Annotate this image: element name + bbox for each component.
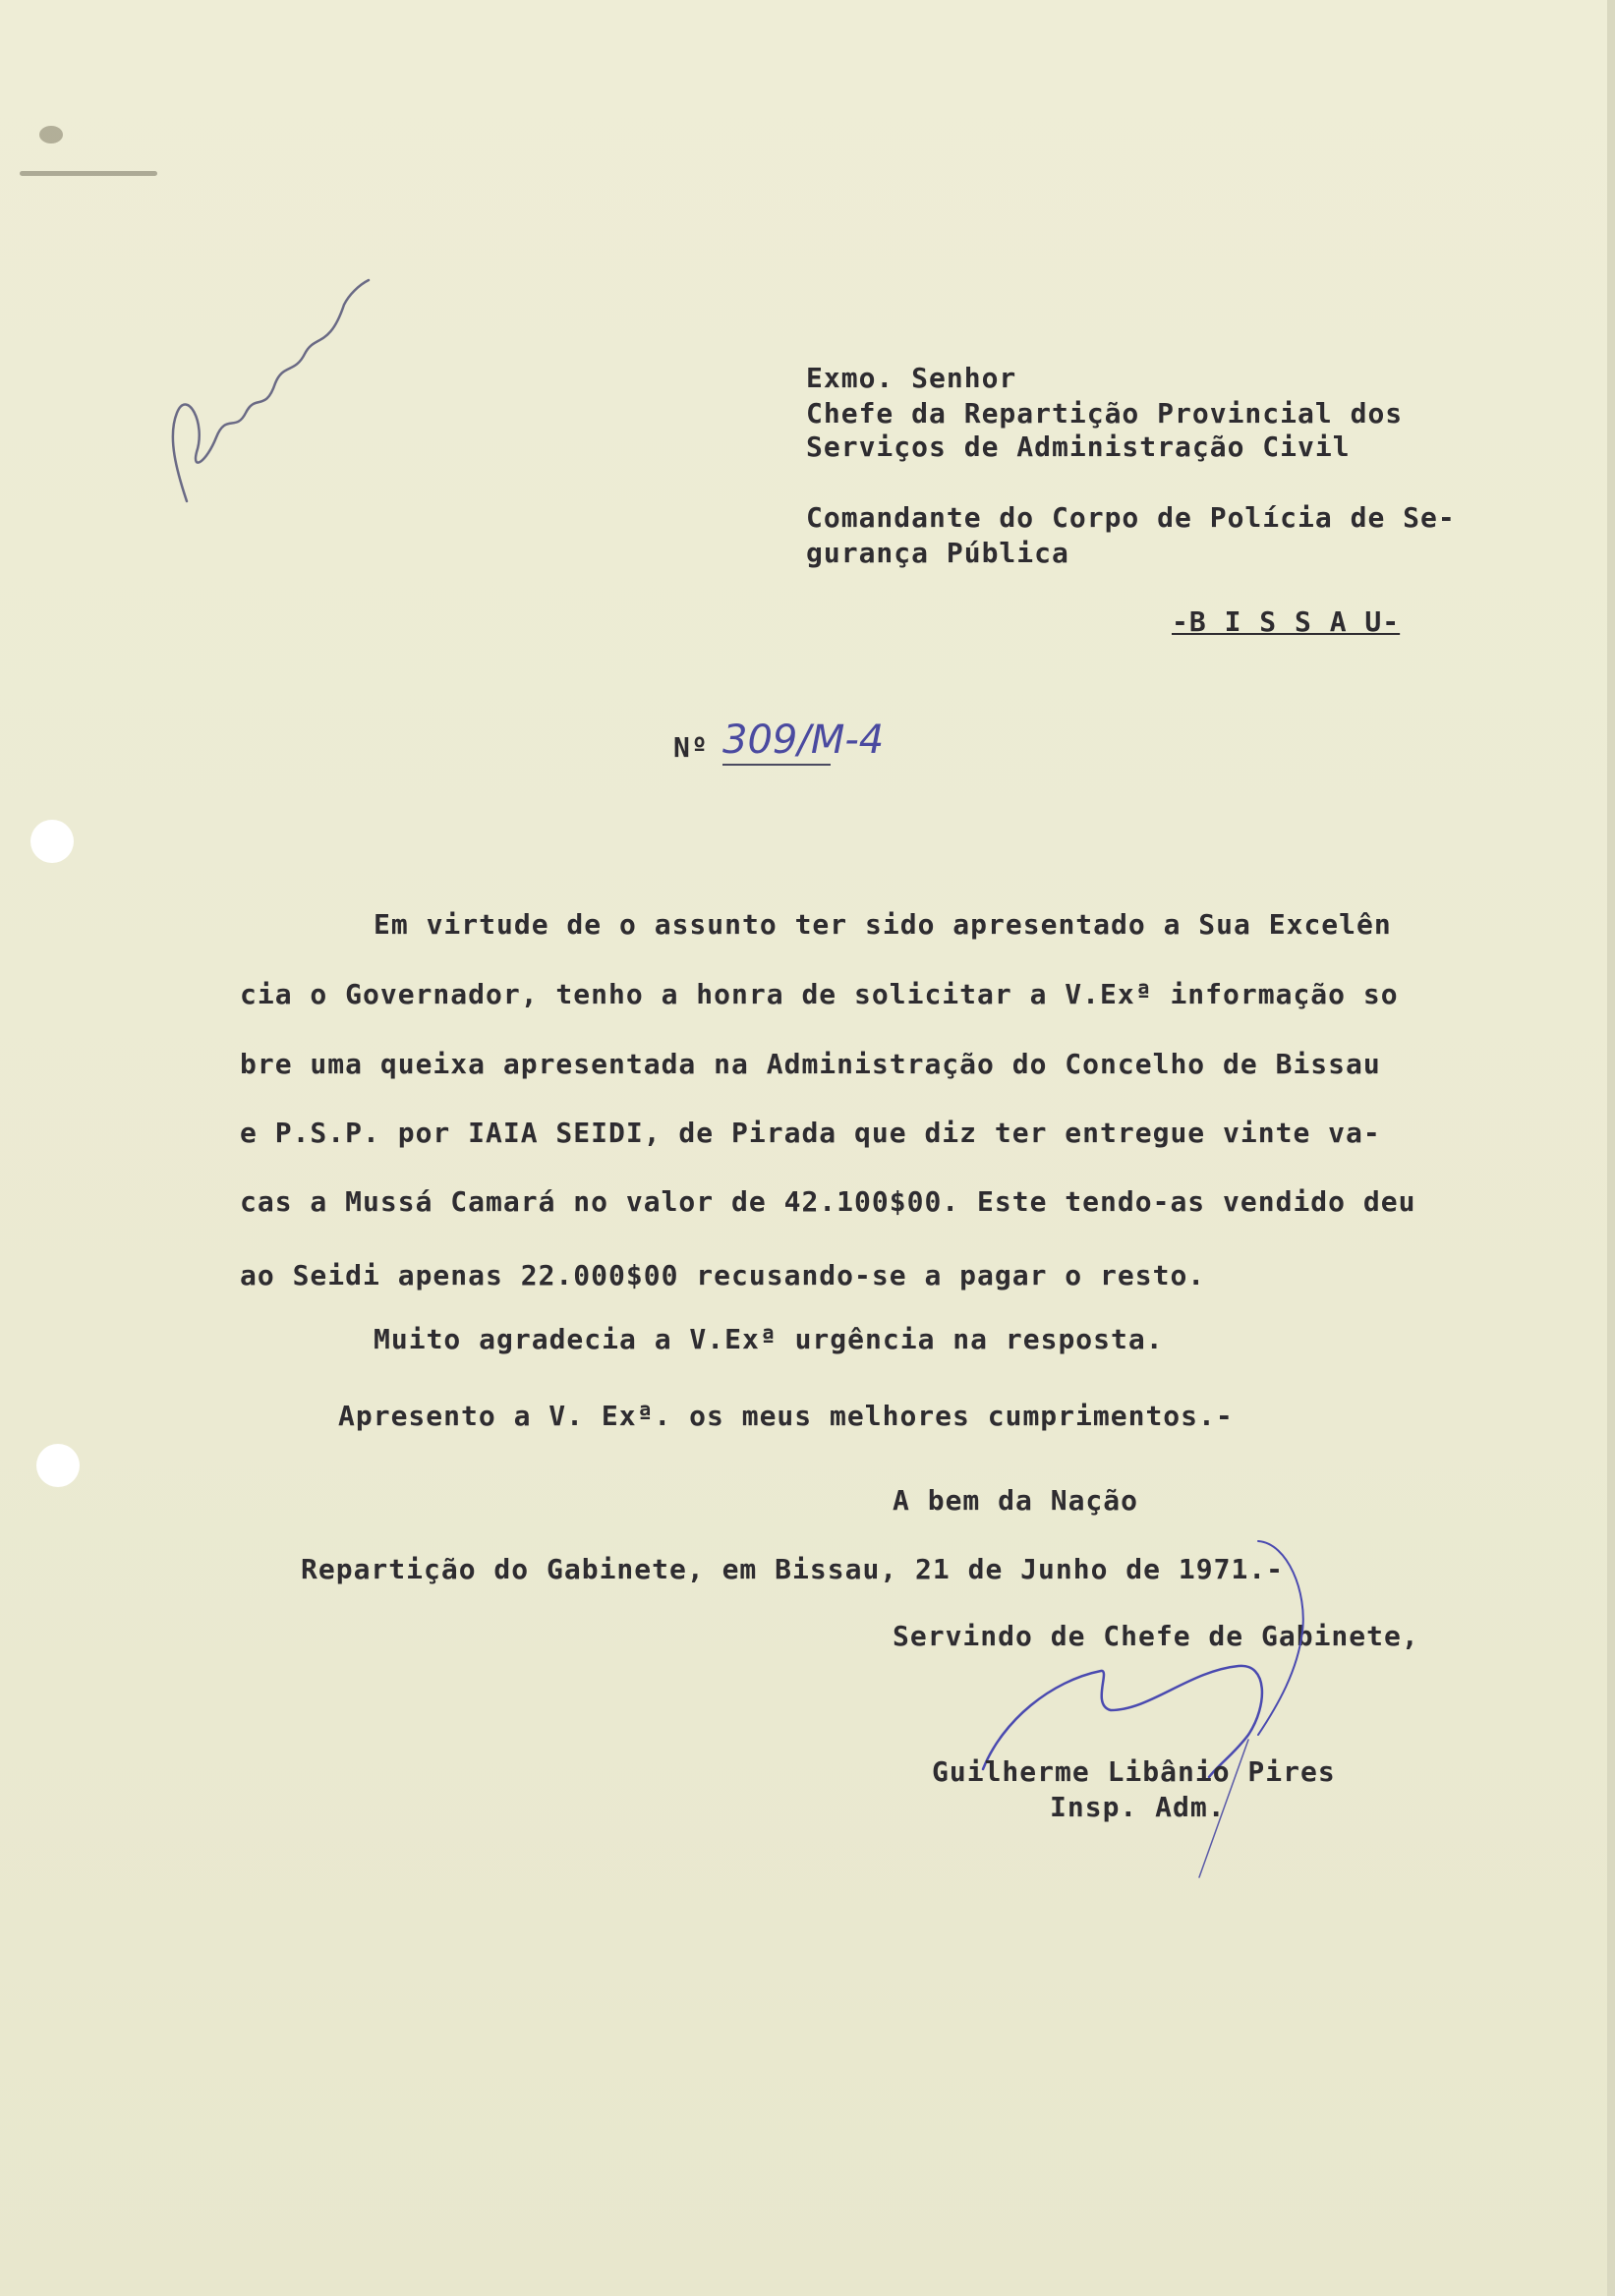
recipient-city: -B I S S A U- <box>1172 605 1401 638</box>
recipient-line-1: Exmo. Senhor <box>806 362 1017 394</box>
recipient-line-5: gurança Pública <box>806 537 1069 569</box>
body-line-1: Em virtude de o assunto ter sido apresentado a Sua Excelên <box>374 908 1392 941</box>
reference-number-underline <box>722 764 831 766</box>
body-line-3: bre uma queixa apresentada na Administração do Concelho de Bissau <box>240 1048 1381 1080</box>
ink-stain <box>39 126 63 144</box>
recipient-line-2: Chefe da Repartição Provincial dos <box>806 397 1404 430</box>
body-line-7: Muito agradecia a V.Exª urgência na resposta. <box>374 1323 1164 1355</box>
punch-hole-bottom <box>36 1444 80 1487</box>
handwritten-signature <box>963 1533 1396 1887</box>
punch-hole-top <box>30 820 74 863</box>
closing-place-date: Repartição do Gabinete, em Bissau, 21 de Junho de 1971.- <box>301 1553 1285 1585</box>
body-line-5: cas a Mussá Camará no valor de 42.100$00. Este tendo-as vendido deu <box>240 1185 1416 1218</box>
marginal-handwriting-annotation <box>147 265 383 521</box>
page-edge <box>1607 0 1615 2296</box>
recipient-line-4: Comandante do Corpo de Polícia de Se- <box>806 501 1456 534</box>
closing-motto: A bem da Nação <box>893 1484 1139 1517</box>
body-line-8: Apresento a V. Exª. os meus melhores cumprimentos.- <box>338 1400 1234 1432</box>
recipient-line-3: Serviços de Administração Civil <box>806 430 1351 463</box>
closing-role: Servindo de Chefe de Gabinete, <box>893 1620 1419 1652</box>
body-line-4: e P.S.P. por IAIA SEIDI, de Pirada que diz ter entregue vinte va- <box>240 1117 1381 1149</box>
reference-number-handwritten: 309/M-4 <box>722 718 885 763</box>
ink-smudge <box>20 171 157 176</box>
body-line-6: ao Seidi apenas 22.000$00 recusando-se a pagar o resto. <box>240 1259 1206 1292</box>
signatory-title: Insp. Adm. <box>1050 1791 1226 1823</box>
body-line-2: cia o Governador, tenho a honra de solicitar a V.Exª informação so <box>240 978 1399 1010</box>
reference-prefix: Nº <box>673 731 709 764</box>
signatory-name: Guilherme Libânio Pires <box>932 1755 1336 1788</box>
